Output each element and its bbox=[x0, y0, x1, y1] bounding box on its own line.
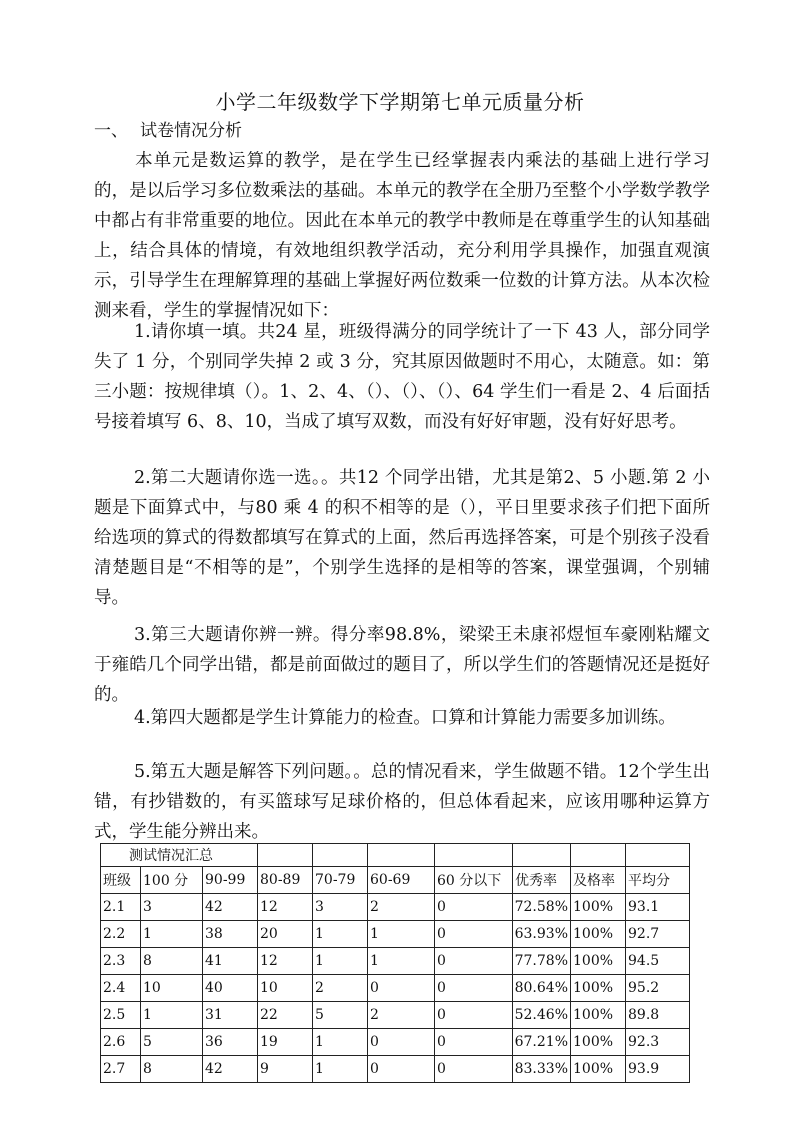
analysis-item-4 bbox=[94, 703, 710, 733]
column-header: 70-79 bbox=[313, 867, 368, 894]
table-cell: 2.1 bbox=[101, 894, 141, 921]
table-cell: 52.46% bbox=[513, 1002, 571, 1029]
intro-text: 本单元是数运算的教学，是在学生已经掌握表内乘法的基础上进行学习的，是以后学习多位数乘法的基础。本单元的教学在全册乃至整个小学数学教学中都占有非常重要的地位。因此在本单元的教学中教师是在尊重学生的认知基础上，结合具体的情境，有效地组织教学活动，充分利用学具操作，加强直观演示，引导学生在理解算理的基础上掌握好两位数乘一位数的计算方法。从本次检测来看，学生的掌握情况如下： bbox=[94, 151, 710, 321]
analysis-item-text: 4.第四大题都是学生计算能力的检查。口算和计算能力需要多加训练。 bbox=[134, 708, 676, 728]
table-cell: 2.3 bbox=[101, 948, 141, 975]
column-header: 100 分 bbox=[141, 867, 203, 894]
table-cell: 93.9 bbox=[626, 1056, 690, 1083]
table-cell: 38 bbox=[203, 921, 258, 948]
table-cell: 67.21% bbox=[513, 1029, 571, 1056]
table-header-row bbox=[101, 867, 690, 894]
table-cell: 31 bbox=[203, 1002, 258, 1029]
table-cell: 41 bbox=[203, 948, 258, 975]
table-cell: 2.7 bbox=[101, 1056, 141, 1083]
table-cell: 0 bbox=[435, 921, 513, 948]
table-cell: 0 bbox=[435, 894, 513, 921]
section-number: 一、 bbox=[94, 121, 128, 141]
table-cell: 95.2 bbox=[626, 975, 690, 1002]
table-cell: 19 bbox=[258, 1029, 313, 1056]
table-cell: 1 bbox=[141, 1002, 203, 1029]
table-cell: 40 bbox=[203, 975, 258, 1002]
table-cell: 100% bbox=[571, 1002, 626, 1029]
table-cell: 0 bbox=[435, 975, 513, 1002]
table-cell: 89.8 bbox=[626, 1002, 690, 1029]
table-cell: 5 bbox=[313, 1002, 368, 1029]
table-cell: 80.64% bbox=[513, 975, 571, 1002]
column-header: 90-99 bbox=[203, 867, 258, 894]
table-cell: 1 bbox=[313, 1056, 368, 1083]
table-row bbox=[101, 894, 690, 921]
table-cell: 0 bbox=[435, 1029, 513, 1056]
table-cell: 12 bbox=[258, 948, 313, 975]
table-cell: 100% bbox=[571, 921, 626, 948]
table-cell: 0 bbox=[435, 948, 513, 975]
table-cell: 100% bbox=[571, 894, 626, 921]
section-heading bbox=[94, 116, 242, 141]
table-cell: 100% bbox=[571, 1056, 626, 1083]
table-cell: 92.7 bbox=[626, 921, 690, 948]
analysis-item-text: 5.第五大题是解答下列问题。。总的情况看来，学生做题不错。12个学生出错，有抄错数的，有买篮球写足球价格的，但总体看起来，应该用哪种运算方式，学生能分辨出来。 bbox=[94, 762, 710, 842]
table-cell: 1 bbox=[368, 948, 435, 975]
table-cell: 36 bbox=[203, 1029, 258, 1056]
column-header: 60 分以下 bbox=[435, 867, 513, 894]
table-cell: 8 bbox=[141, 948, 203, 975]
table-cell: 0 bbox=[368, 975, 435, 1002]
table-cell: 1 bbox=[368, 921, 435, 948]
table-cell: 2 bbox=[368, 1002, 435, 1029]
column-header: 及格率 bbox=[571, 867, 626, 894]
table-row bbox=[101, 948, 690, 975]
table-cell: 3 bbox=[313, 894, 368, 921]
table-cell: 83.33% bbox=[513, 1056, 571, 1083]
table-cell: 1 bbox=[313, 1029, 368, 1056]
table-row bbox=[101, 1029, 690, 1056]
table-cell: 2 bbox=[368, 894, 435, 921]
analysis-item-text: 1.请你填一填。共24 星，班级得满分的同学统计了一下 43 人，部分同学失了 1 分，个别同学失掉 2 或 3 分，究其原因做题时不用心，太随意。如：第三小题：按规律填（）。1、2、4、（）、（）、（）、64 学生们一看是 2、4 后面括号接着填写 6、8、10，当成了填写双数，而没有好好审题，没有好好思考。 bbox=[94, 322, 710, 432]
table-cell: 2.5 bbox=[101, 1002, 141, 1029]
table-cell: 3 bbox=[141, 894, 203, 921]
table-cell: 20 bbox=[258, 921, 313, 948]
column-header: 60-69 bbox=[368, 867, 435, 894]
column-header: 80-89 bbox=[258, 867, 313, 894]
table-cell: 100% bbox=[571, 1029, 626, 1056]
analysis-item-3 bbox=[94, 620, 710, 710]
analysis-item-5 bbox=[94, 757, 710, 847]
score-summary-table bbox=[100, 843, 690, 1083]
table-cell: 100% bbox=[571, 975, 626, 1002]
table-cell: 92.3 bbox=[626, 1029, 690, 1056]
table-cell: 10 bbox=[141, 975, 203, 1002]
table-cell: 0 bbox=[435, 1056, 513, 1083]
table-cell: 77.78% bbox=[513, 948, 571, 975]
table-cell: 2.2 bbox=[101, 921, 141, 948]
intro-paragraph bbox=[94, 146, 710, 326]
table-cell: 0 bbox=[435, 1002, 513, 1029]
table-row bbox=[101, 1002, 690, 1029]
table-cell: 0 bbox=[368, 1056, 435, 1083]
table-cell: 63.93% bbox=[513, 921, 571, 948]
column-header: 优秀率 bbox=[513, 867, 571, 894]
table-cell: 12 bbox=[258, 894, 313, 921]
table-cell: 1 bbox=[313, 921, 368, 948]
table-cell: 2.6 bbox=[101, 1029, 141, 1056]
table-cell: 0 bbox=[368, 1029, 435, 1056]
table-cell: 9 bbox=[258, 1056, 313, 1083]
table-cell: 42 bbox=[203, 894, 258, 921]
page-title: 小学二年级数学下学期第七单元质量分析 bbox=[215, 90, 585, 114]
table-cell: 1 bbox=[313, 948, 368, 975]
table-cell: 72.58% bbox=[513, 894, 571, 921]
table-cell: 8 bbox=[141, 1056, 203, 1083]
analysis-item-2 bbox=[94, 463, 710, 613]
table-caption: 测试情况汇总 bbox=[101, 844, 258, 867]
analysis-item-1 bbox=[94, 317, 710, 437]
table-cell: 93.1 bbox=[626, 894, 690, 921]
table-cell: 5 bbox=[141, 1029, 203, 1056]
column-header: 班级 bbox=[101, 867, 141, 894]
analysis-item-text: 2.第二大题请你选一选。。共12 个同学出错，尤其是第2、5 小题.第 2 小题是下面算式中，与80 乘 4 的积不相等的是（），平日里要求孩子们把下面所给选项的算式的得数都填写在算式的上面，然后再选择答案，可是个别孩子没看清楚题目是“不相等的是”，个别学生选择的是相等的答案，课堂强调，个别辅导。 bbox=[94, 468, 710, 608]
table-cell: 2.4 bbox=[101, 975, 141, 1002]
section-title: 试卷情况分析 bbox=[140, 121, 242, 141]
table-caption-row bbox=[101, 844, 690, 867]
table-cell: 1 bbox=[141, 921, 203, 948]
table-cell: 2 bbox=[313, 975, 368, 1002]
table-row bbox=[101, 921, 690, 948]
table-cell: 94.5 bbox=[626, 948, 690, 975]
table-row bbox=[101, 975, 690, 1002]
table-cell: 42 bbox=[203, 1056, 258, 1083]
analysis-item-text: 3.第三大题请你辨一辨。得分率98.8%，梁梁王未康祁煜恒车豪刚粘耀文于雍皓几个同学出错，都是前面做过的题目了，所以学生们的答题情况还是挺好的。 bbox=[94, 625, 710, 705]
column-header: 平均分 bbox=[626, 867, 690, 894]
table-cell: 10 bbox=[258, 975, 313, 1002]
table-cell: 22 bbox=[258, 1002, 313, 1029]
table-cell: 100% bbox=[571, 948, 626, 975]
table-row bbox=[101, 1056, 690, 1083]
